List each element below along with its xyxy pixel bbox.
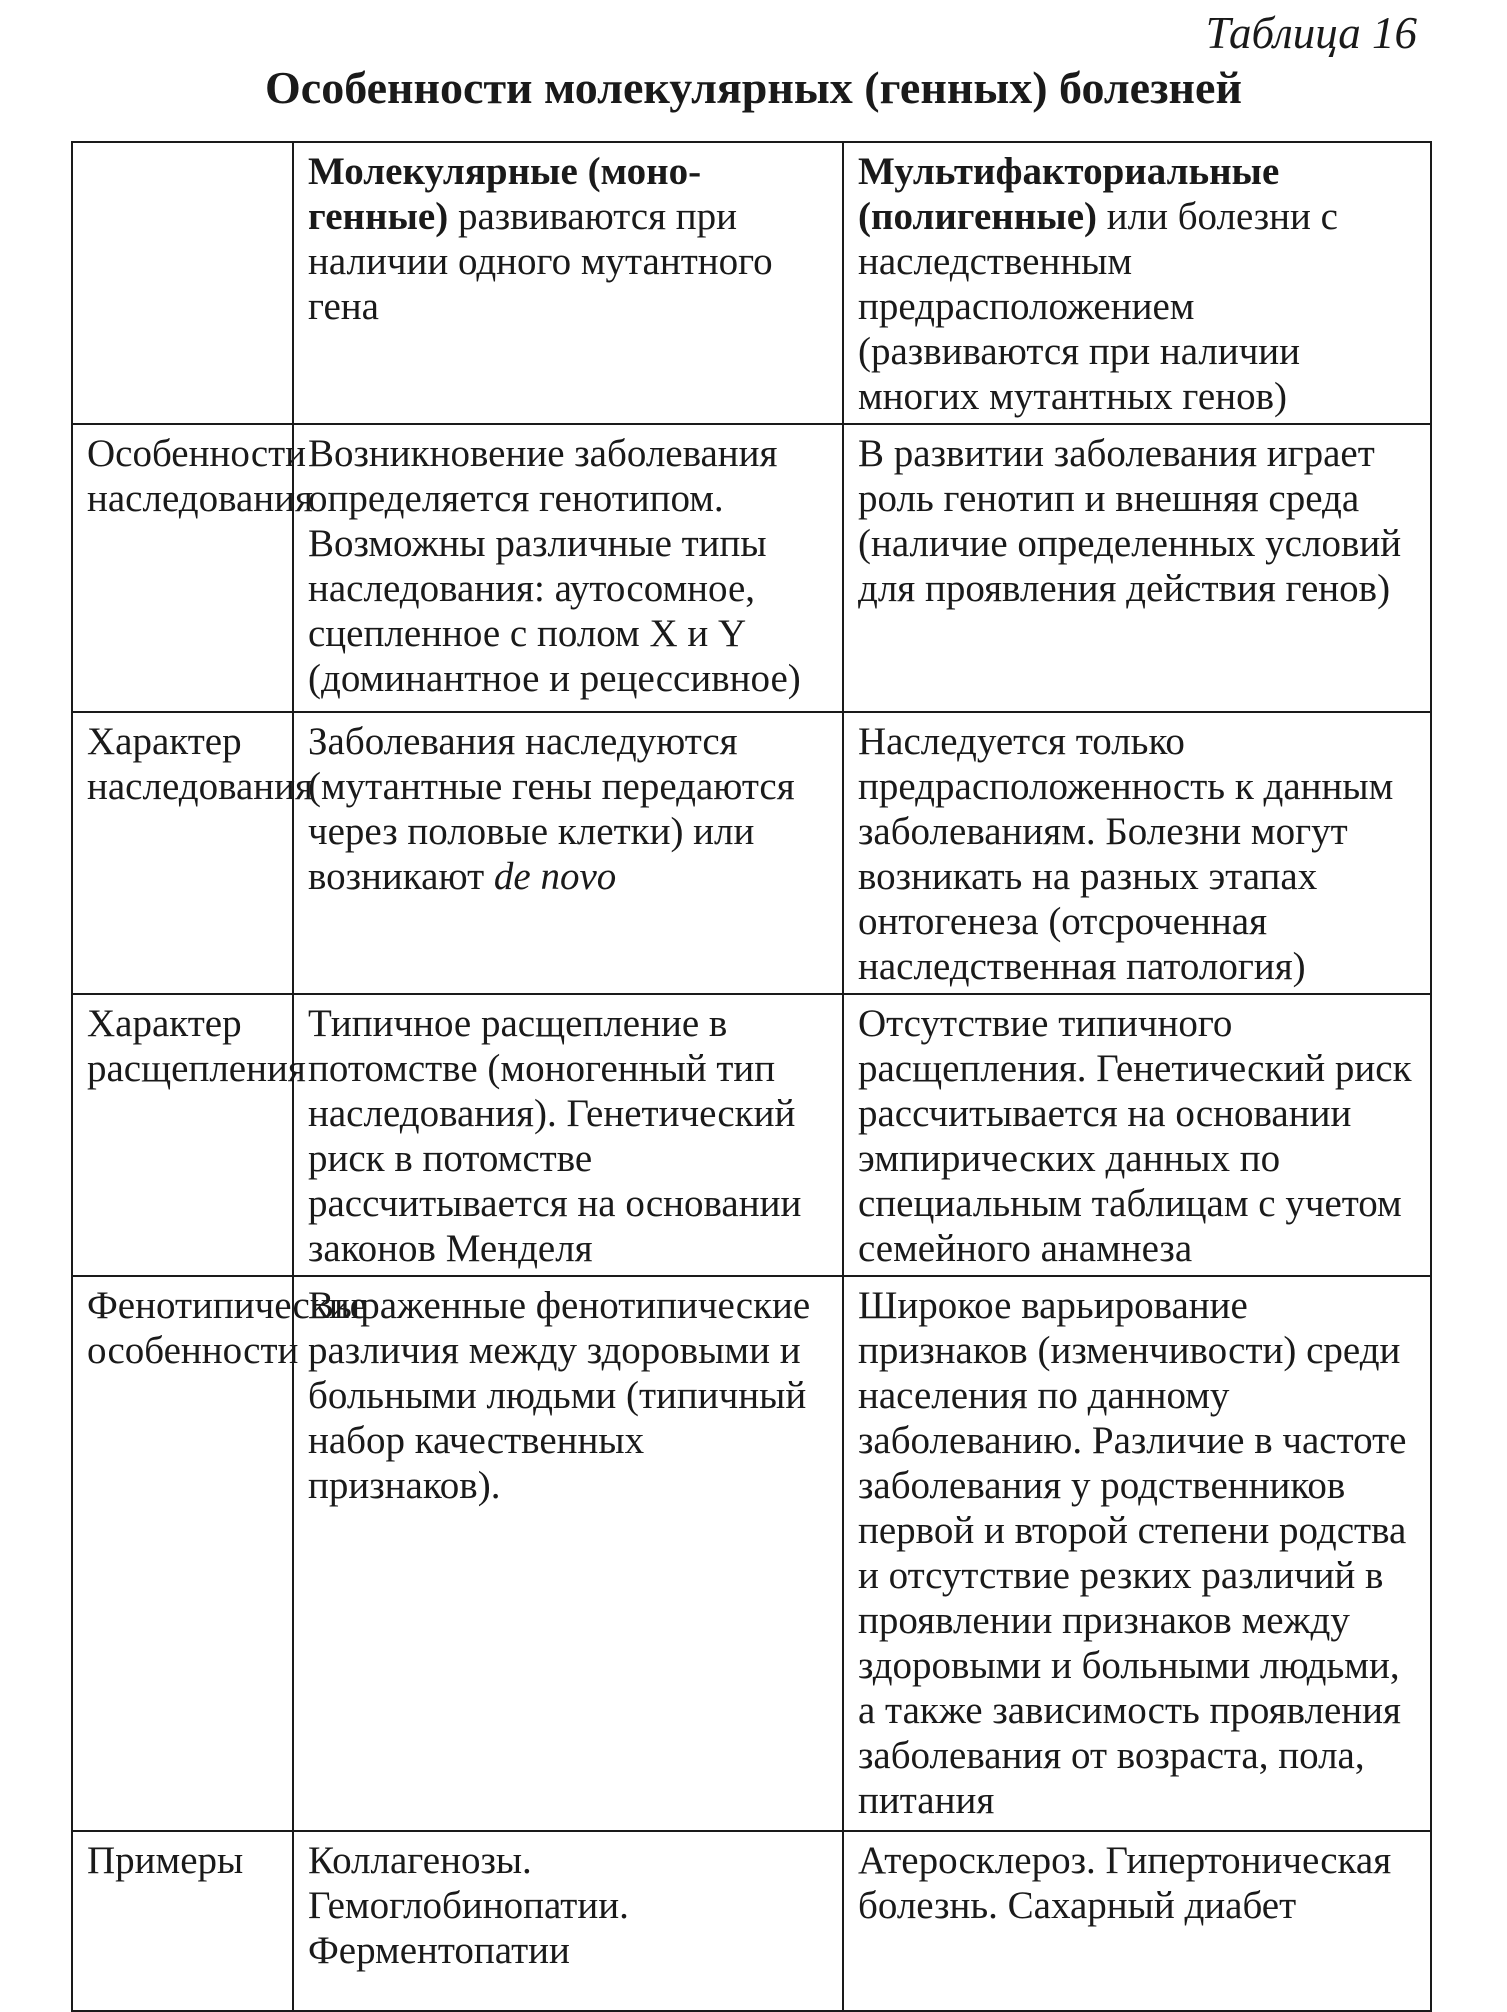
monogenic-cell (293, 712, 843, 994)
multifactorial-cell: Наследуется только предрасположенность к данным заболеваниям. Болезни могут возникать на разных этапах онтогенеза (отсроченная наследственная патология) (843, 712, 1431, 994)
header-monogenic-cell (293, 142, 843, 424)
header-multifactorial-cell (843, 142, 1431, 424)
row-label: Характер наследования (72, 712, 293, 994)
table-row (72, 1831, 1431, 2011)
table-row (72, 994, 1431, 1276)
monogenic-text: Заболевания наследуются (мутантные гены передаются через половые клетки) или возникают (308, 720, 795, 898)
multifactorial-cell: Широкое варьирование признаков (изменчивости) среди населения по данному заболеванию. Различие в частоте заболевания у родственников первой и второй степени родства и отсутствие резких различий в проявлении признаков между здоровыми и больными людьми, а также зависимость проявления заболевания от возраста, пола, питания (843, 1276, 1431, 1831)
header-monogenic-title: Молекулярные (моно-генные) (308, 150, 702, 238)
table-row (72, 1276, 1431, 1831)
disease-features-table (71, 141, 1432, 2012)
table-row (72, 712, 1431, 994)
page-title: Особенности молекулярных (генных) болезней (265, 62, 1242, 113)
de-novo-italic: de novo (493, 855, 617, 898)
header-monogenic-description: развиваются при наличии одного мутантного гена (308, 195, 773, 328)
multifactorial-cell: Атеросклероз. Гипертоническая болезнь. Сахарный диабет (843, 1831, 1431, 2011)
table-number: Таблица 16 (1205, 8, 1417, 58)
multifactorial-cell: Отсутствие типичного расщепления. Генетический риск рассчитывается на основании эмпирических данных по специальным таблицам с учетом семейного анамнеза (843, 994, 1431, 1276)
monogenic-cell: Выраженные фенотипические различия между здоровыми и больными людьми (типичный набор качественных признаков). (293, 1276, 843, 1831)
multifactorial-cell: В развитии заболевания играет роль генотип и внешняя среда (наличие определенных условий для проявления действия генов) (843, 424, 1431, 712)
header-multifactorial-title: Мультифакториальные (полигенные) (858, 150, 1280, 238)
monogenic-cell: Коллагенозы. Гемоглобинопатии. Ферментопатии (293, 1831, 843, 2011)
table-row (72, 424, 1431, 712)
row-label: Примеры (72, 1831, 293, 2011)
monogenic-cell: Возникновение заболевания определяется генотипом. Возможны различные типы наследования: аутосомное, сцепленное с полом X и Y (доминантное и рецессивное) (293, 424, 843, 712)
row-label: Характер расщепления (72, 994, 293, 1276)
header-multifactorial-description: или болезни с наследственным предрасположением (развиваются при наличии многих мутантных генов) (858, 195, 1338, 418)
monogenic-cell: Типичное расщепление в потомстве (моногенный тип наследования). Генетический риск в потомстве рассчитывается на основании законов Менделя (293, 994, 843, 1276)
row-label: Фенотипические особенности (72, 1276, 293, 1831)
table-header-row (72, 142, 1431, 424)
header-empty-cell (72, 142, 293, 424)
row-label: Особенности наследования (72, 424, 293, 712)
